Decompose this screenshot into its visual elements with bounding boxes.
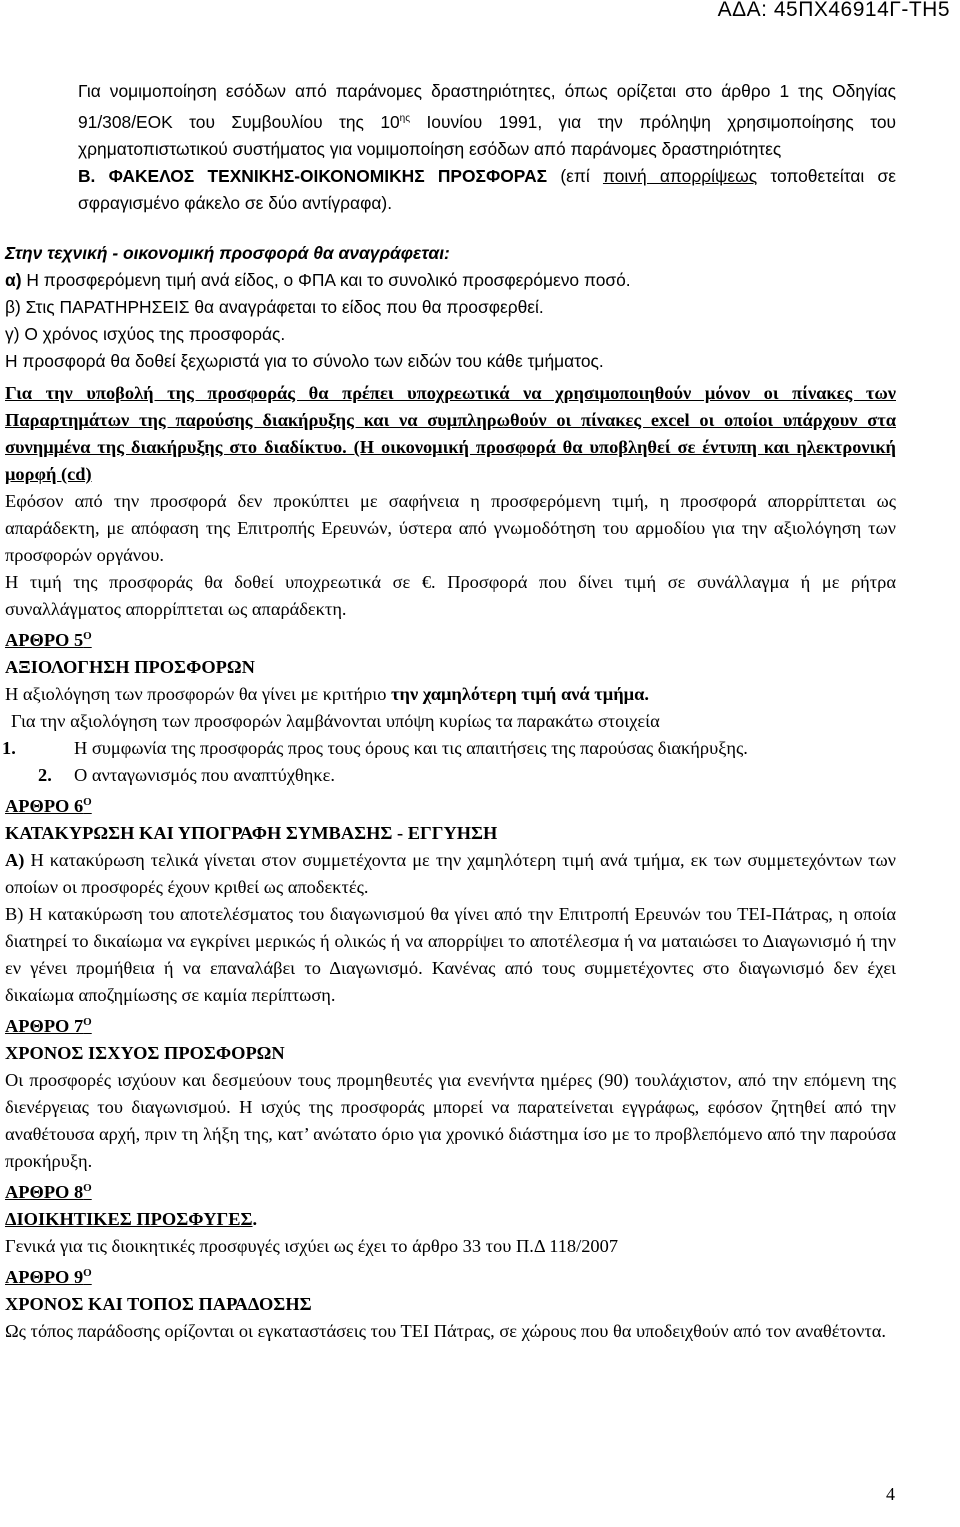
article-8-heading: ΑΡΘΡΟ $8^O$ (5, 1182, 92, 1202)
offer-item-b: β) Στις ΠΑΡΑΤΗΡΗΣΕΙΣ θα αναγράφεται το είδος που θα προσφερθεί. (5, 297, 544, 317)
submission-instructions: Για την υποβολή της προσφοράς θα πρέπει υποχρεωτικά να χρησιμοποιηθούν μόνον οι πίνακες των Παραρτημάτων της παρούσης διακήρυξης και να συμπληρωθούν οι πίνακες excel οι οποίοι υπάρχουν στα συνημμένα της διακήρυξης στο διαδίκτυο. (Η οικονομική προσφορά θα υποβληθεί σε έντυπη και ηλεκτρονική μορφή (cd) (5, 383, 896, 484)
article-7-title: ΧΡΟΝΟΣ ΙΣΧΥΟΣ ΠΡΟΣΦΟΡΩΝ (5, 1043, 285, 1063)
ada-code: ΑΔΑ: 45ΠΧ46914Γ-ΤΗ5 (717, 0, 950, 21)
article-9-title: ΧΡΟΝΟΣ ΚΑΙ ΤΟΠΟΣ ΠΑΡΑΔΟΣΗΣ (5, 1294, 312, 1314)
criteria-item-1: 1. Η συμφωνία της προσφοράς προς τους όρους και τις απαιτήσεις της παρούσας διακήρυξης. (2, 738, 748, 758)
criteria-item-2: 2. Ο ανταγωνισμός που αναπτύχθηκε. (38, 765, 335, 785)
intro-block (78, 78, 896, 217)
main-text (2, 380, 896, 1345)
envelope-b-paragraph: Β. ΦΑΚΕΛΟΣ ΤΕΧΝΙΚΗΣ-ΟΙΚΟΝΟΜΙΚΗΣ ΠΡΟΣΦΟΡΑΣ (επί ποινή απορρίψεως τοποθετείται σε σφραγισμένο φάκελο σε δύο αντίγραφα). (78, 165, 896, 213)
article-7-heading: ΑΡΘΡΟ $7^O$ (5, 1016, 92, 1036)
article-5-criterion: Η αξιολόγηση των προσφορών θα γίνει με κριτήριο την χαμηλότερη τιμή ανά τμήμα. (5, 684, 649, 704)
article-8-text: Γενικά για τις διοικητικές προσφυγές ισχύει ως έχει το άρθρο 33 του Π.Δ 118/2007 (5, 1236, 619, 1256)
money-laundering-paragraph: Για νομιμοποίηση εσόδων από παράνομες δραστηριότητες, όπως ορίζεται στο άρθρο 1 της Οδηγίας 91/308/ΕΟΚ του Συμβουλίου της $10^{\eta\varsigma}$ Ιουνίου 1991, για την πρόληψη χρησιμοποίησης του χρηματοπιστωτικού συστήματος για νομιμοποίηση εσόδων από παράνομες δραστηριότητες (78, 81, 897, 159)
article-6-b: Β) Η κατακύρωση του αποτελέσματος του διαγωνισμού θα γίνει από την Επιτροπή Ερευνών του ΤΕΙ-Πάτρας, η οποία διατηρεί το δικαίωμα να εγκρίνει μερικώς ή ολικώς ή να απορρίψει το αποτέλεσμα ή να ματαιώσει το Διαγωνισμό ή την εν γένει προμήθεια ή να επαναλάβει το Διαγωνισμό. Κανένας από τους συμμετέχοντες στο διαγωνισμό δεν έχει δικαίωμα αποζημίωσης σε καμία περίπτωση. (5, 904, 896, 1005)
currency-paragraph: Η τιμή της προσφοράς θα δοθεί υποχρεωτικά σε €. Προσφορά που δίνει τιμή σε συνάλλαγμα ή με ρήτρα συναλλάγματος απορρίπτεται ως απαράδεκτη. (5, 572, 896, 619)
article-6-a: Α) Η κατακύρωση τελικά γίνεται στον συμμετέχοντα με την χαμηλότερη τιμή ανά τμήμα, εκ των συμμετεχόντων των οποίων οι προσφορές έχουν κριθεί ως αποδεκτές. (5, 850, 896, 897)
article-7-text: Οι προσφορές ισχύουν και δεσμεύουν τους προμηθευτές για ενενήντα ημέρες (90) τουλάχιστον, από την επόμενη της διενέργειας του διαγωνισμού. Η ισχύς της προσφοράς μπορεί να παρατείνεται εγγράφως, εφόσον ζητηθεί από την αναθέτουσα αρχή, πριν τη λήξη της, κατ’ ανώτατο όριο για χρονικό διάστημα ίσο με το προβλεπόμενο από την παρούσα προκήρυξη. (5, 1070, 896, 1171)
technical-offer-heading: Στην τεχνική - οικονομική προσφορά θα αναγράφεται: (5, 243, 450, 263)
article-5-title: ΑΞΙΟΛΟΓΗΣΗ ΠΡΟΣΦΟΡΩΝ (5, 657, 255, 677)
article-8-title: ΔΙΟΙΚΗΤΙΚΕΣ ΠΡΟΣΦΥΓΕΣ. (5, 1209, 258, 1229)
article-5-intro: Για την αξιολόγηση των προσφορών λαμβάνονται υπόψη κυρίως τα παρακάτω στοιχεία (11, 711, 660, 731)
offer-item-a: α) Η προσφερόμενη τιμή ανά είδος, ο ΦΠΑ και το συνολικό προσφερόμενο ποσό. (5, 270, 631, 290)
page-number: 4 (886, 1484, 895, 1504)
criteria-list (2, 735, 896, 789)
offer-item-c: γ) Ο χρόνος ισχύος της προσφοράς. (5, 324, 286, 344)
article-6-title: ΚΑΤΑΚΥΡΩΣΗ ΚΑΙ ΥΠΟΓΡΑΦΗ ΣΥΜΒΑΣΗΣ - ΕΓΓΥΗΣΗ (5, 823, 498, 843)
article-5-heading: ΑΡΘΡΟ $5^O$ (5, 630, 92, 650)
article-9-text: Ως τόπος παράδοσης ορίζονται οι εγκαταστάσεις του ΤΕΙ Πάτρας, σε χώρους που θα υποδειχθούν από τον αναθέτοντα. (5, 1321, 886, 1341)
rejection-paragraph: Εφόσον από την προσφορά δεν προκύπτει με σαφήνεια η προσφερόμενη τιμή, η προσφορά απορρίπτεται ως απαράδεκτη, με απόφαση της Επιτροπής Ερευνών, ύστερα από γνωμοδότηση του αρμοδίου για την αξιολόγηση των προσφορών οργάνου. (5, 491, 896, 565)
article-9-heading: ΑΡΘΡΟ $9^O$ (5, 1267, 92, 1287)
technical-offer-list (5, 240, 896, 375)
offer-note: Η προσφορά θα δοθεί ξεχωριστά για το σύνολο των ειδών του κάθε τμήματος. (5, 351, 604, 371)
article-6-heading: ΑΡΘΡΟ $6^O$ (5, 796, 92, 816)
